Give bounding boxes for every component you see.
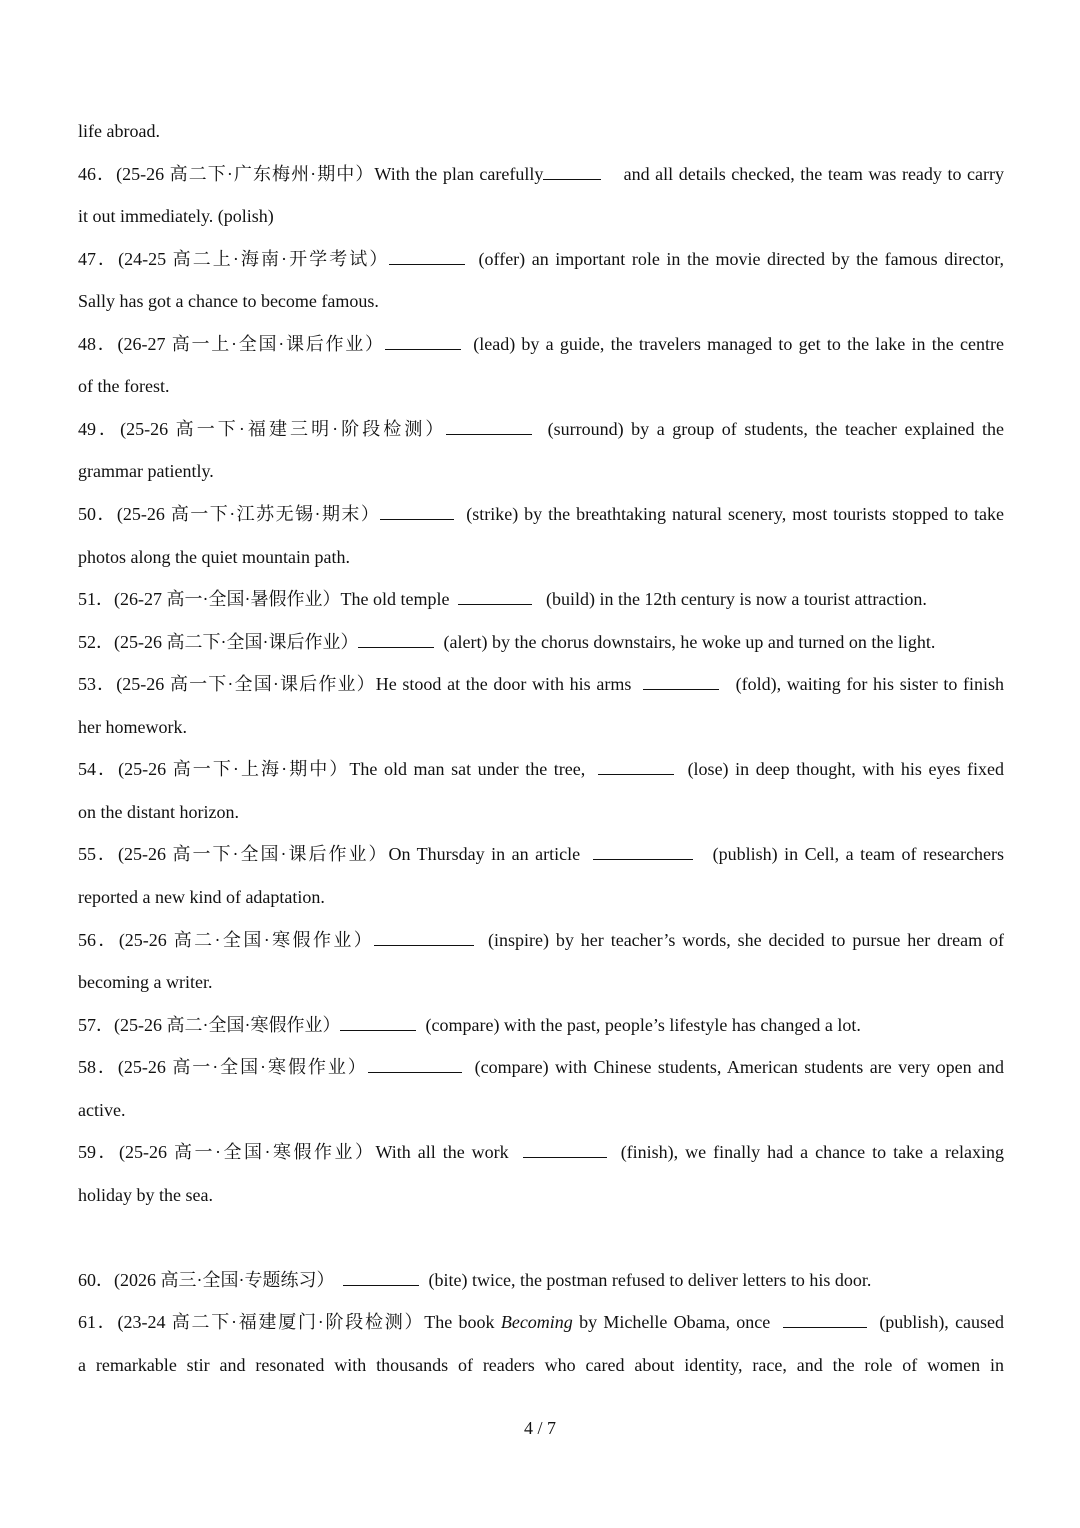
text-segment: (compare) with the past, people’s lifestyle has changed a lot. (425, 1015, 861, 1035)
answer-blank[interactable] (598, 758, 674, 775)
question-57 (78, 1014, 1004, 1036)
question-56-line2 (78, 971, 1004, 993)
question-48-line2 (78, 375, 1004, 397)
text-segment: 48．(26-27 高一上·全国·课后作业） (78, 334, 385, 354)
answer-blank[interactable] (643, 673, 719, 690)
question-49-line1 (78, 418, 1004, 440)
question-59-line2 (78, 1184, 1004, 1206)
text-segment: of the forest. (78, 376, 170, 396)
text-segment: (fold), waiting for his sister to finish (735, 674, 1004, 694)
text-segment: 61．(23-24 高二下·福建厦门·阶段检测）The book (78, 1312, 495, 1332)
question-51 (78, 588, 1004, 610)
question-56-line1 (78, 929, 1004, 951)
text-segment: (lead) by a guide, the travelers managed to get to the lake in the centre (473, 334, 1004, 354)
text-segment: (offer) an important role in the movie directed by the famous director, (478, 249, 1004, 269)
book-title-italic: Becoming (500, 1312, 573, 1332)
question-50-line2 (78, 546, 1004, 568)
question-61-line1 (78, 1311, 1004, 1333)
question-54-line1 (78, 758, 1004, 780)
text-segment: on the distant horizon. (78, 802, 239, 822)
text-segment: 51．(26-27 高一·全国·暑假作业）The old temple (78, 589, 450, 609)
text-segment: (strike) by the breathtaking natural scenery, most tourists stopped to take (466, 504, 1004, 524)
text-segment: active. (78, 1100, 126, 1120)
question-58-line2 (78, 1099, 1004, 1121)
answer-blank[interactable] (543, 163, 601, 180)
text-segment: (surround) by a group of students, the teacher explained the (547, 419, 1004, 439)
text-segment: it out immediately. (polish) (78, 206, 274, 226)
text-segment: (finish), we finally had a chance to take a relaxing (620, 1142, 1004, 1162)
text-segment: and all details checked, the team was ready to carry (623, 164, 1004, 184)
question-55-line2 (78, 886, 1004, 908)
text-segment: 50．(25-26 高一下·江苏无锡·期末） (78, 504, 381, 524)
text-segment: (alert) by the chorus downstairs, he woke up and turned on the light. (443, 632, 936, 652)
text-segment: a remarkable stir and resonated with thousands of readers who cared about identity, race, and the role of women in (78, 1355, 1004, 1375)
question-59-line1 (78, 1141, 1004, 1163)
answer-blank[interactable] (593, 843, 693, 860)
text-segment: becoming a writer. (78, 972, 213, 992)
question-58-line1 (78, 1056, 1004, 1078)
text-segment: 52．(25-26 高二下·全国·课后作业） (78, 632, 359, 652)
answer-blank[interactable] (523, 1141, 607, 1158)
question-55-line1 (78, 843, 1004, 865)
answer-blank[interactable] (783, 1311, 867, 1328)
answer-blank[interactable] (343, 1269, 419, 1286)
text-segment: (compare) with Chinese students, American students are very open and (474, 1057, 1004, 1077)
question-47-line1 (78, 248, 1004, 270)
text-segment: photos along the quiet mountain path. (78, 547, 350, 567)
answer-blank[interactable] (374, 929, 474, 946)
text-segment: 54．(25-26 高一下·上海·期中）The old man sat under the tree, (78, 759, 586, 779)
answer-blank[interactable] (385, 333, 461, 350)
text-segment: her homework. (78, 717, 187, 737)
text-segment: 59．(25-26 高一·全国·寒假作业）With all the work (78, 1142, 509, 1162)
text-segment: 57．(25-26 高二·全国·寒假作业） (78, 1015, 341, 1035)
question-60 (78, 1269, 1004, 1291)
text-segment: 53．(25-26 高一下·全国·课后作业）He stood at the door with his arms (78, 674, 632, 694)
question-61-line2 (78, 1354, 1004, 1376)
text-segment: 58．(25-26 高一·全国·寒假作业） (78, 1057, 368, 1077)
text-segment: (lose) in deep thought, with his eyes fixed (687, 759, 1004, 779)
text-segment: life abroad. (78, 121, 160, 141)
page-number: 4 / 7 (523, 1418, 556, 1438)
question-45-tail (78, 120, 1004, 142)
text-segment: 60．(2026 高三·全国·专题练习） (78, 1270, 335, 1290)
text-segment: 47．(24-25 高二上·海南·开学考试） (78, 249, 390, 269)
text-segment: reported a new kind of adaptation. (78, 887, 325, 907)
text-segment: by Michelle Obama, once (579, 1312, 771, 1332)
text-segment: 46．(25-26 高二下·广东梅州·期中）With the plan carefully (78, 164, 544, 184)
answer-blank[interactable] (380, 503, 454, 520)
text-segment: (publish), caused (879, 1312, 1004, 1332)
question-53-line1 (78, 673, 1004, 695)
text-segment: (publish) in Cell, a team of researchers (712, 844, 1004, 864)
text-segment: 55．(25-26 高一下·全国·课后作业）On Thursday in an article (78, 844, 581, 864)
text-segment: holiday by the sea. (78, 1185, 213, 1205)
text-segment: 56．(25-26 高二·全国·寒假作业） (78, 930, 375, 950)
answer-blank[interactable] (340, 1014, 416, 1031)
question-54-line2 (78, 801, 1004, 823)
text-segment: (inspire) by her teacher’s words, she decided to pursue her dream of (488, 930, 1004, 950)
answer-blank[interactable] (458, 588, 532, 605)
answer-blank[interactable] (446, 418, 532, 435)
question-53-line2 (78, 716, 1004, 738)
question-50-line1 (78, 503, 1004, 525)
question-48-line1 (78, 333, 1004, 355)
question-47-line2 (78, 290, 1004, 312)
answer-blank[interactable] (368, 1056, 462, 1073)
answer-blank[interactable] (389, 248, 465, 265)
question-46-line2 (78, 205, 1004, 227)
question-49-line2 (78, 460, 1004, 482)
question-52 (78, 631, 1004, 653)
text-segment: grammar patiently. (78, 461, 214, 481)
text-segment: (bite) twice, the postman refused to deliver letters to his door. (428, 1270, 872, 1290)
answer-blank[interactable] (358, 631, 434, 648)
text-segment: (build) in the 12th century is now a tourist attraction. (545, 589, 927, 609)
question-46-line1 (78, 163, 1004, 185)
text-segment: Sally has got a chance to become famous. (78, 291, 379, 311)
text-segment: 49．(25-26 高一下·福建三明·阶段检测） (78, 419, 447, 439)
